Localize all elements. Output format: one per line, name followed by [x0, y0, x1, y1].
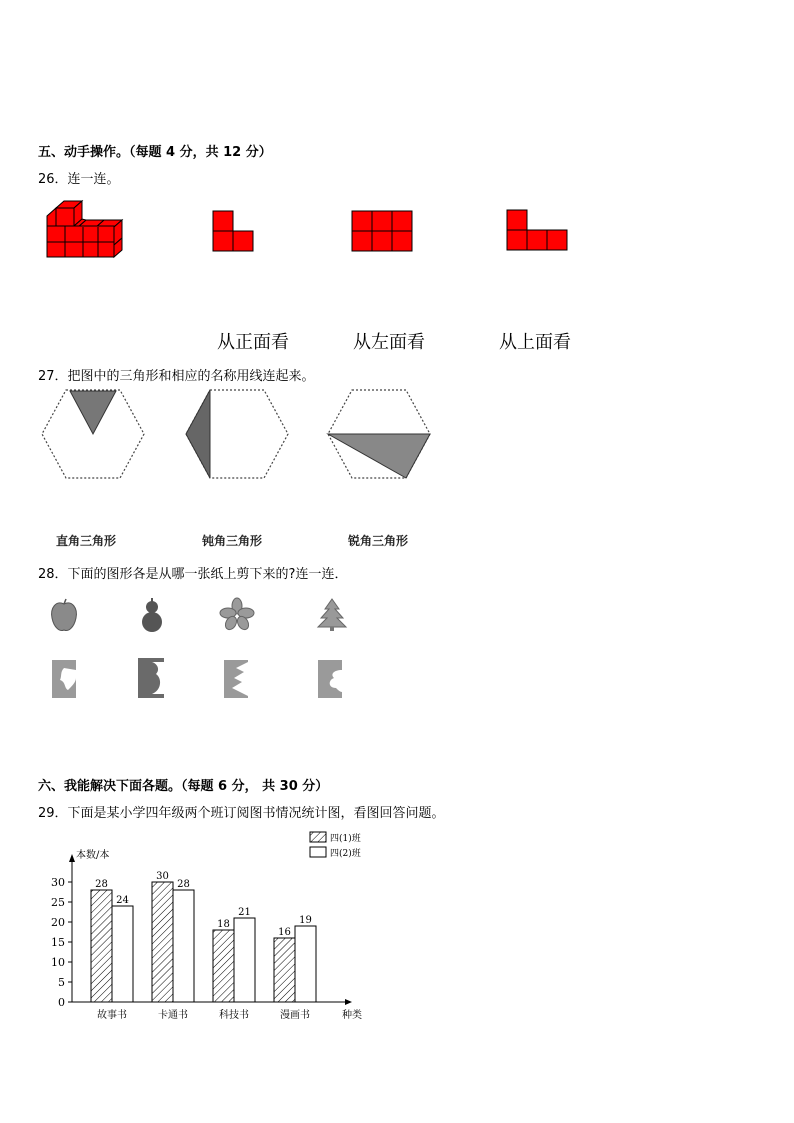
bar-value-label: 18 — [217, 919, 230, 930]
bar-value-label: 21 — [238, 907, 251, 918]
cutout-paper-4 — [316, 658, 346, 700]
bar-2-4 — [295, 926, 316, 1002]
y-tick-label: 30 — [51, 876, 65, 889]
y-tick-label: 25 — [51, 896, 65, 909]
x-tick-label: 漫画书 — [280, 1010, 310, 1021]
bar-2-2 — [173, 890, 194, 1002]
bar-value-label: 16 — [278, 927, 291, 938]
legend-label-1: 四(1)班 — [330, 834, 361, 844]
section-six-title: 六、我能解决下面各题。（每题 6 分， 共 30 分） — [38, 779, 329, 794]
cutout-paper-3 — [222, 658, 252, 700]
tree-icon — [316, 598, 348, 632]
x-tick-label: 故事书 — [97, 1010, 127, 1021]
y-tick-label: 20 — [51, 916, 65, 929]
bar-value-label: 28 — [95, 879, 108, 890]
question-27-text: 27．把图中的三角形和相应的名称用线连起来。 — [38, 369, 315, 384]
cutout-paper-2 — [136, 656, 168, 700]
legend-swatch-1 — [310, 832, 326, 842]
y-tick-label: 15 — [51, 936, 65, 949]
triangle-label-obtuse: 钝角三角形 — [202, 534, 263, 548]
y-axis-label: 本数/本 — [76, 850, 110, 861]
hexagon-triangle-3 — [326, 388, 432, 480]
reading-stats-bar-chart — [0, 820, 794, 1040]
apple-icon — [50, 598, 78, 634]
y-tick-label: 10 — [51, 956, 65, 969]
bar-2-1 — [112, 906, 133, 1002]
flower-icon — [220, 598, 254, 630]
bar-value-label: 30 — [156, 871, 169, 882]
grid-view-figure — [351, 210, 413, 252]
question-28-text: 28．下面的图形各是从哪一张纸上剪下来的?连一连． — [38, 567, 348, 582]
y-axis-arrow — [69, 854, 75, 862]
bar-value-label: 19 — [299, 915, 312, 926]
view-label-left: 从左面看 — [353, 332, 425, 353]
l-shape-view-figure — [212, 210, 256, 254]
question-26-text: 26．连一连。 — [38, 172, 120, 187]
bar-2-3 — [234, 918, 255, 1002]
step-view-figure — [506, 209, 568, 251]
x-axis-label: 种类 — [342, 1010, 362, 1021]
section-five-title: 五、动手操作。（每题 4 分，共 12 分） — [38, 145, 272, 160]
view-label-top: 从上面看 — [499, 332, 571, 353]
cutout-paper-1 — [50, 658, 80, 700]
bar-1-2 — [152, 882, 173, 1002]
cube-stack-figure — [44, 198, 126, 260]
y-tick-label: 0 — [58, 996, 65, 1009]
x-tick-label: 科技书 — [219, 1010, 249, 1021]
bar-value-label: 24 — [116, 895, 129, 906]
legend-swatch-2 — [310, 847, 326, 857]
triangle-label-acute: 锐角三角形 — [348, 534, 409, 548]
x-tick-label: 卡通书 — [158, 1010, 188, 1021]
bar-1-3 — [213, 930, 234, 1002]
legend-label-2: 四(2)班 — [330, 849, 361, 859]
y-tick-label: 5 — [58, 976, 65, 989]
question-29-text: 29．下面是某小学四年级两个班订阅图书情况统计图，看图回答问题。 — [38, 806, 445, 821]
bar-value-label: 28 — [177, 879, 190, 890]
x-axis-arrow — [345, 999, 352, 1005]
hexagon-triangle-1 — [40, 388, 146, 480]
view-label-front: 从正面看 — [217, 332, 289, 353]
triangle-label-right: 直角三角形 — [56, 534, 117, 548]
gourd-icon — [138, 598, 166, 634]
bar-1-1 — [91, 890, 112, 1002]
hexagon-triangle-2 — [184, 388, 290, 480]
bar-1-4 — [274, 938, 295, 1002]
